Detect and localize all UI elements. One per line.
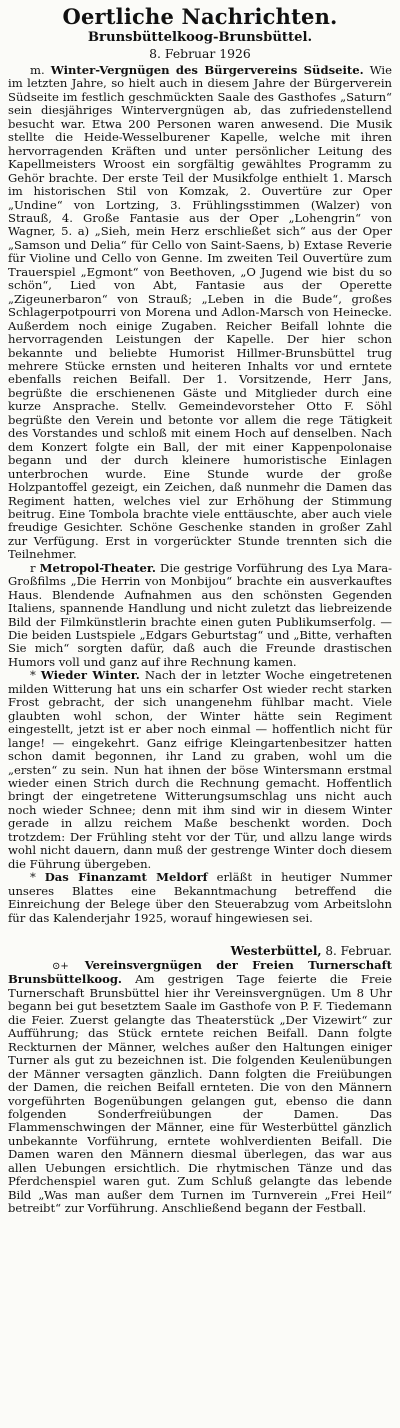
dateline: 8. Februar 1926: [149, 46, 251, 61]
article-body: erläßt in heutiger Nummer unseres Blattes eine Bekanntmachung betreffend die Einreichung der Belege über den Steuerabzug vom Arbeitslohn für das Kalenderjahr 1925, worauf hingewiesen sei.: [8, 870, 392, 925]
article-body: Wie im letzten Jahre, so hielt auch in diesem Jahre der Bürgerverein Südseite im festlich geschmückten Saale des Gasthofes „Saturn“ sein diesjähriges Wintervergnügen ab, das zufriedenstellend besucht war. Etwa 200 Personen waren anwesend. Die Musik stellte die Heide-Wesselburener Kapelle, welche mit ihren hervorragenden Kräften und unter persönlicher Leitung des Kapellmeisters Wroost ein sorgfältig gewähltes Programm zu Gehör brachte. Der erste Teil der Musikfolge enthielt 1. Marsch im historischen Stil von Komzak, 2. Ouvertüre zur Oper „Undine“ von Lortzing, 3. Frühlingsstimmen (Walzer) von Strauß, 4. Große Fantasie aus der Oper „Lohengrin“ von Wagner, 5. a) „Sieh, mein Herz erschließet sich“ aus der Oper „Samson und Delia“ für Cello von Saint-Saens, b) Extase Reverie für Violine und Cello von Genne. Im zweiten Teil Ouvertüre zum Trauerspiel „Egmont“ von Beethoven, „O Jugend wie bist du so schön“, Lied von Abt, Fantasie aus der Operette „Zigeunerbaron“ von Strauß; „Leben in die Bude“, großes Schlagerpotpourri von Morena und Adlon-Marsch von Heinecke. Außerdem noch einige Zugaben. Reicher Beifall lohnte die hervorragenden Leistungen der Kapelle. Der hier schon bekannte und beliebte Humorist Hillmer-Brunsbüttel trug mehrere Stücke ernsten und heiteren Inhalts vor und erntete ebenfalls reichen Beifall. Der 1. Vorsitzende, Herr Jans, begrüßte die erschienenen Gäste und Mitglieder durch eine kurze Ansprache. Stellv. Gemeindevorsteher Otto F. Söhl begrüßte den Verein und betonte vor allem die rege Tätigkeit des Vorstandes und schloß mit einem Hoch auf denselben. Nach dem Konzert folgte ein Ball, der mit einer Kappenpolonaise begann und der durch kleinere humoristische Einlagen unterbrochen wurde. Eine Stunde wurde der große Holzpantoffel gezeigt, ein Zeichen, daß nunmehr die Damen das Regiment hatten, welches viel zur Erhöhung der Stimmung beitrug. Eine Tombola brachte viele enttäuschte, aber auch viele freudige Gesichter. Schöne Geschenke standen in großer Zahl zur Verfügung. Erst in vorgerückter Stunde trennten sich die Teilnehmer.: [8, 63, 393, 562]
paragraph-marker-icon: ⊙+: [52, 961, 69, 972]
section-masthead: Oertliche Nachrichten.: [62, 4, 338, 29]
local-date: 8. Februar.: [325, 944, 392, 958]
article-winter-vergnuegen: [8, 64, 392, 562]
article-body: Die gestrige Vorführung des Lya Mara-Großfilms „Die Herrin von Monbijou“ brachte ein ausverkauftes Haus. Blendende Aufnahmen aus den schönsten Gegenden Italiens, spannende Handlung und nicht zuletzt das liebreizende Bild der Filmkünstlerin brachte einen guten Publikumserfolg. — Die beiden Lustspiele „Edgars Geburtstag“ und „Bitte, verhaften Sie mich“ sorgten dafür, daß auch die Freunde drastischen Humors voll und ganz auf ihre Rechnung kamen.: [8, 560, 393, 669]
article-metropol-theater: [8, 562, 392, 670]
article-prefix: *: [30, 668, 36, 683]
article-wieder-winter: [8, 669, 392, 871]
article-headline: Wieder Winter.: [40, 668, 140, 683]
local-dateline: [8, 943, 392, 959]
article-body: Am gestrigen Tage feierte die Freie Turnerschaft Brunsbüttel hier ihr Vereinsvergnügen. Um 8 Uhr begann bei gut besetztem Saale im Gasthofe von P. F. Tiedemann die Feier. Zuerst gelangte das Theaterstück „Der Vizewirt“ zur Aufführung; das Stück erntete reichen Beifall. Dann folgte Reckturnen der Männer, welches außer den Haltungen einiger Turner als gut zu bezeichnen ist. Die folgenden Keulenübungen der Männer versagten gänzlich. Dann folgten die Freiübungen der Damen, die reichen Beifall ernteten. Die von den Männern vorgeführten Bogenübungen gelangen gut, ebenso die dann folgenden Sonderfreiübungen der Damen. Das Flammenschwingen der Männer, eine für Westerbüttel gänzlich unbekannte Vorführung, erntete wohlverdienten Beifall. Die Damen waren den Männern diesmal überlegen, das war aus allen Uebungen ersichtlich. Die rhytmischen Tänze und das Pferdchenspiel waren gut. Zum Schluß gelangte das lebende Bild „Was man außer dem Turnen im Turnverein „Frei Heil“ betreibt“ zur Vorführung. Anschließend begann der Festball.: [8, 972, 392, 1216]
article-prefix: r: [30, 560, 36, 575]
article-prefix: m.: [30, 63, 45, 77]
section-spacer: [8, 925, 392, 941]
section-subtitle: Brunsbüttelkoog-Brunsbüttel.: [87, 30, 313, 45]
article-body: Nach der in letzter Woche eingetretenen milden Witterung hat uns ein scharfer Ost wieder recht starken Frost gebracht, der sich unangenehm fühlbar macht. Viele glaubten wohl schon, der Winter hätte sein Regiment eingestellt, jetzt ist er aber noch einmal — hoffentlich nicht für lange! — eingekehrt. Ganz eifrige Kleingartenbesitzer hatten schon damit begonnen, ihr Land zu graben, wohl um die „ersten“ zu sein. Nun hat ihnen der böse Wintersmann erstmal wieder einen Strich durch die Rechnung gemacht. Hoffentlich bringt der eingetretene Witterungsumschlag uns nicht auch noch wieder Schnee; denn mit ihm sind wir in diesem Winter gerade in allzu reichem Maße beschenkt worden. Doch trotzdem: Der Frühling steht vor der Tür, und allzu lange wirds wohl nicht dauern, dann muß der gestrenge Winter doch diesem die Führung übergeben.: [8, 668, 393, 871]
article-headline: Metropol-Theater.: [39, 560, 156, 575]
article-headline: Vereinsvergnügen der Freien Turnerschaft Brunsbüttelkoog.: [8, 958, 392, 987]
article-finanzamt: [8, 871, 392, 925]
article-prefix: *: [30, 870, 36, 885]
article-turnerschaft: [8, 959, 392, 1216]
article-headline: Das Finanzamt Meldorf: [44, 870, 208, 885]
local-place: Westerbüttel,: [230, 944, 322, 958]
article-headline: Winter-Vergnügen des Bürgervereins Südseite.: [50, 63, 364, 77]
